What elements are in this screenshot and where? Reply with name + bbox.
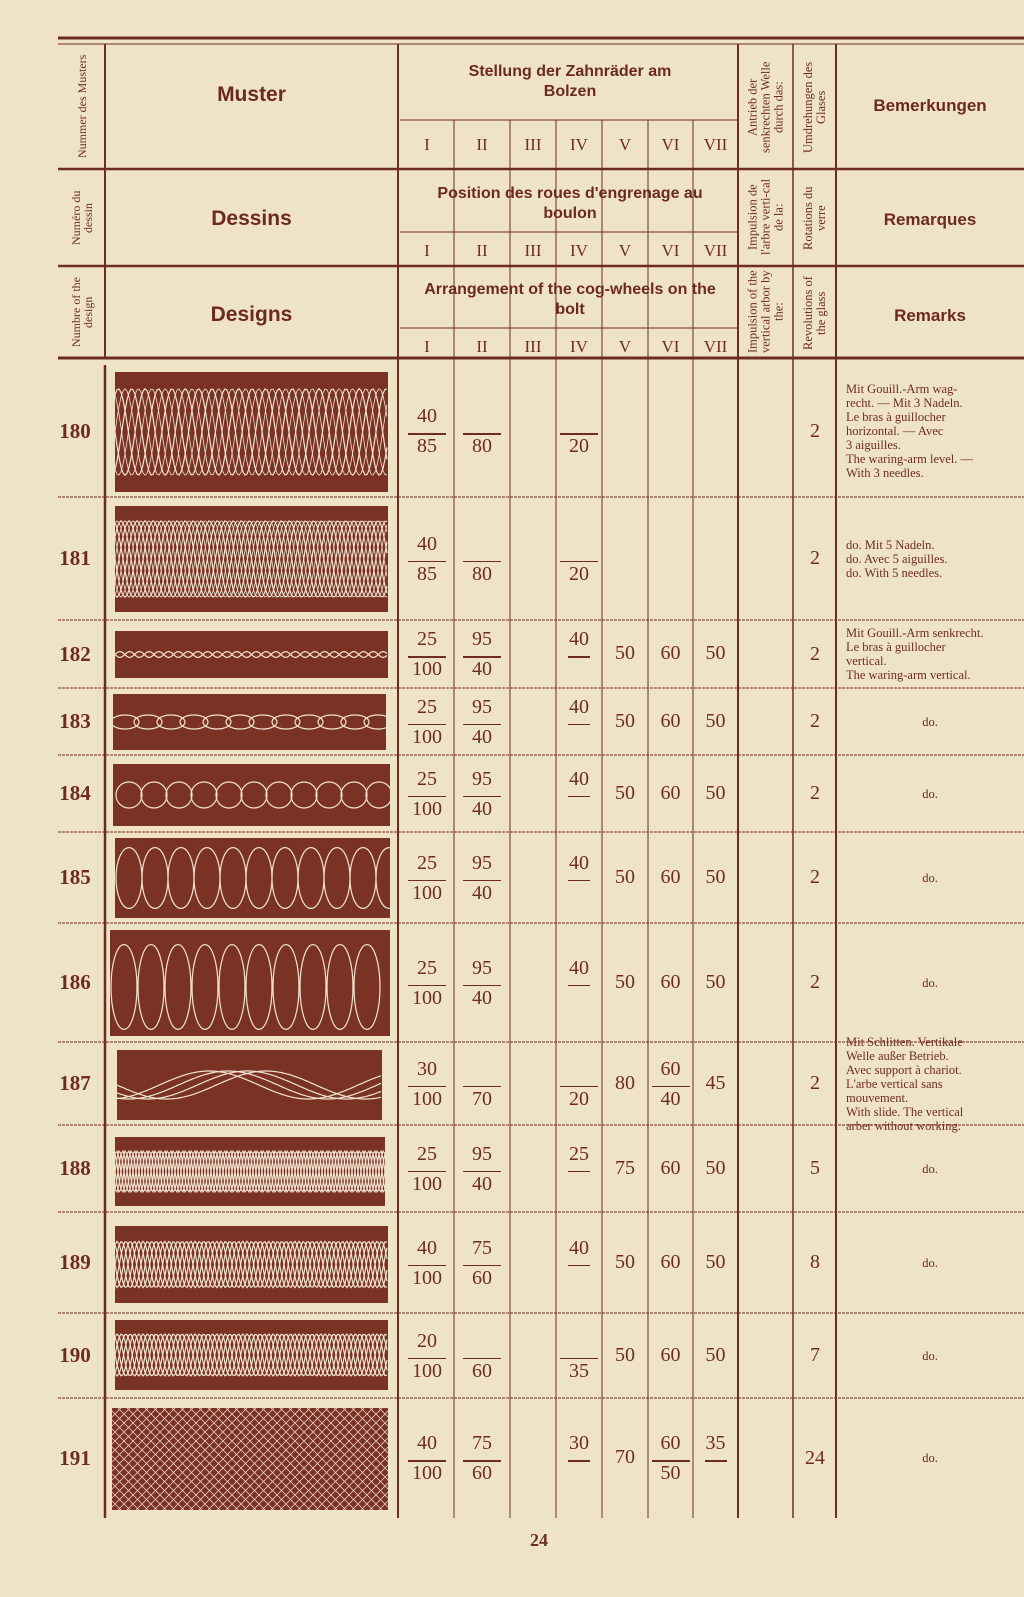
gear-value-top: 60 — [660, 1432, 681, 1454]
gear-value-top: 40 — [569, 628, 589, 650]
gear-value-bottom: 70 — [472, 1087, 492, 1110]
gear-value-top: 95 — [472, 628, 492, 650]
remarks-line: mouvement. — [846, 1090, 909, 1105]
gear-value-bottom: 100 — [412, 1359, 442, 1382]
gear-value-top: 30 — [417, 1057, 437, 1080]
gear-column-header-3: III — [524, 337, 542, 356]
revolutions-value: 2 — [810, 782, 820, 804]
revolutions-value: 2 — [810, 866, 820, 888]
design-number: 186 — [59, 970, 91, 994]
gear-value-top: 95 — [472, 851, 492, 874]
gear-value-top: 40 — [569, 851, 589, 874]
gear-value-bottom: 100 — [412, 986, 442, 1009]
design-pattern-plate — [115, 1320, 388, 1390]
remarks-line: L'arbe vertical sans — [846, 1076, 943, 1091]
header-design-en: Designs — [210, 303, 293, 326]
design-pattern-plate — [112, 1408, 388, 1510]
design-number: 180 — [59, 418, 91, 443]
design-pattern-art — [115, 1320, 388, 1390]
remarks-line: Le bras à guillocher — [846, 410, 946, 424]
gear-value-top: 40 — [417, 1236, 437, 1259]
design-pattern-plate — [113, 764, 390, 826]
gear-fraction-bar — [568, 656, 590, 658]
gear-column-header-5: V — [618, 241, 632, 260]
gear-value-bottom: 60 — [472, 1266, 492, 1289]
remarks-line: horizontal. — Avec — [846, 424, 944, 438]
gear-value: 60 — [660, 865, 681, 888]
gear-value-top: 95 — [472, 1142, 492, 1165]
gear-fraction-bar — [568, 1265, 590, 1267]
gear-value: 50 — [705, 1343, 726, 1366]
remarks-line: The waring-arm level. — — [846, 452, 974, 466]
design-pattern-plate — [115, 838, 390, 918]
gear-column-header-5: V — [618, 135, 632, 154]
remarks-text — [846, 626, 1024, 682]
gear-value-bottom: 20 — [569, 562, 589, 585]
gear-fraction-bar — [705, 1460, 727, 1462]
gear-value: 50 — [615, 1250, 635, 1273]
gear-value: 50 — [705, 642, 726, 664]
gear-fraction-bar — [568, 1171, 590, 1173]
design-pattern-art — [115, 372, 388, 492]
header-rev-en: Revolutions of the glass — [801, 276, 828, 350]
gear-value-top: 40 — [569, 695, 589, 718]
header-rev-de: Umdrehungen des Glases — [801, 61, 828, 153]
gear-column-header-7: VII — [703, 135, 728, 154]
gear-value-bottom: 40 — [472, 725, 492, 748]
remarks-text — [846, 1035, 1024, 1133]
design-pattern-art — [115, 631, 388, 678]
gear-value-bottom: 40 — [472, 881, 492, 904]
remarks-line: Avec support à chariot. — [846, 1062, 962, 1077]
gear-value: 60 — [660, 1343, 681, 1366]
gear-column-header-4: IV — [570, 241, 588, 260]
gear-value-top: 40 — [417, 532, 437, 555]
design-number: 187 — [59, 1071, 91, 1095]
remarks-line: Welle außer Betrieb. — [846, 1048, 949, 1063]
gear-value-top: 40 — [569, 1236, 589, 1259]
remarks-text — [846, 538, 1024, 580]
remarks-line: arber without working. — [846, 1118, 961, 1133]
remarks-line: With slide. The vertical — [846, 1104, 964, 1119]
header-drive-en: Impulsion of the vertical arbor by the: — [745, 270, 786, 354]
gear-value-bottom: 20 — [569, 435, 589, 457]
revolutions-value: 2 — [810, 971, 820, 993]
remarks-text — [836, 715, 1024, 729]
gear-value: 50 — [705, 1250, 726, 1273]
gear-value-bottom: 40 — [472, 986, 492, 1009]
remarks-line: do. — [922, 1161, 938, 1176]
gear-value: 60 — [660, 1250, 681, 1273]
design-pattern-plate — [115, 1226, 388, 1303]
remarks-text — [836, 787, 1024, 801]
design-pattern-art — [115, 1226, 388, 1303]
gear-column-header-1: I — [424, 241, 430, 260]
revolutions-value: 2 — [810, 419, 820, 442]
gear-value-top: 40 — [417, 1432, 437, 1454]
gear-value-top: 75 — [472, 1432, 492, 1454]
gear-value-bottom: 100 — [412, 1087, 442, 1110]
gear-value-bottom: 100 — [412, 725, 442, 748]
design-number: 185 — [59, 865, 91, 889]
remarks-line: do. With 5 needles. — [846, 565, 943, 580]
design-pattern-plate — [110, 930, 390, 1036]
design-pattern-art — [115, 838, 390, 918]
remarks-line: Mit Gouill.-Arm wag- — [846, 382, 958, 396]
gear-value: 50 — [705, 781, 726, 804]
remarks-line: do. Mit 5 Nadeln. — [846, 537, 935, 552]
remarks-line: The waring-arm vertical. — [846, 668, 971, 682]
gear-value-bottom: 80 — [472, 562, 492, 585]
header-remarks-fr: Remarques — [883, 210, 977, 229]
gear-value: 50 — [705, 865, 726, 888]
remarks-line: 3 aiguilles. — [846, 438, 901, 452]
gear-value: 45 — [705, 1071, 726, 1094]
header-design-fr: Dessins — [211, 207, 292, 230]
page-number: 24 — [530, 1530, 548, 1550]
gear-value: 50 — [705, 1156, 726, 1179]
gear-value: 50 — [615, 970, 635, 993]
gear-value-top: 25 — [417, 956, 437, 979]
design-number: 183 — [59, 709, 91, 733]
header-rev-fr: Rotations du verre — [801, 186, 828, 250]
remarks-line: do. — [922, 870, 938, 885]
gear-value-top: 40 — [417, 405, 437, 427]
gear-fraction-bar — [568, 1460, 590, 1462]
gear-value: 50 — [615, 709, 635, 732]
gear-value-top: 25 — [569, 1142, 589, 1165]
header-design-de: Muster — [217, 83, 286, 106]
gear-value-bottom: 40 — [472, 658, 492, 680]
gear-value-top: 75 — [472, 1236, 492, 1259]
remarks-line: do. Avec 5 aiguilles. — [846, 551, 948, 566]
gear-value-top: 25 — [417, 695, 437, 718]
header-num-fr: Numéro du dessin — [69, 190, 95, 246]
gear-column-header-6: VI — [661, 241, 680, 260]
gear-value: 50 — [615, 1343, 635, 1366]
remarks-line: vertical. — [846, 654, 887, 668]
gear-column-header-2: II — [476, 241, 488, 260]
gear-value-top: 25 — [417, 851, 437, 874]
remarks-text — [836, 1451, 1024, 1465]
design-pattern-art — [112, 1408, 388, 1510]
header-drive-fr: Impulsion de l'arbre verti-cal de la: — [745, 178, 786, 256]
gear-value-bottom: 85 — [417, 435, 437, 457]
gear-value-top: 95 — [472, 767, 492, 790]
gear-value: 60 — [660, 781, 681, 804]
design-pattern-art — [117, 1050, 382, 1120]
gear-value: 60 — [660, 970, 681, 993]
remarks-line: Mit Gouill.-Arm senkrecht. — [846, 626, 984, 640]
gear-column-header-4: IV — [570, 337, 588, 356]
gear-value-top: 40 — [569, 767, 589, 790]
gear-value-bottom: 85 — [417, 562, 437, 585]
gear-value-bottom: 60 — [472, 1462, 492, 1484]
gear-column-header-2: II — [476, 135, 488, 154]
design-pattern-plate — [115, 506, 388, 612]
gear-column-header-5: V — [618, 337, 632, 356]
revolutions-value: 2 — [810, 710, 820, 732]
design-number: 188 — [59, 1156, 91, 1180]
revolutions-value: 8 — [810, 1251, 820, 1273]
gear-value-bottom: 100 — [412, 1462, 442, 1484]
design-pattern-plate — [115, 1137, 385, 1206]
remarks-line: do. — [922, 975, 938, 990]
gear-value-top: 60 — [660, 1057, 681, 1080]
gear-value-top: 95 — [472, 956, 492, 979]
gear-value-bottom: 40 — [472, 797, 492, 820]
gear-column-header-4: IV — [570, 135, 588, 154]
gear-value: 60 — [660, 642, 681, 664]
gear-column-header-7: VII — [703, 241, 728, 260]
design-pattern-art — [113, 694, 386, 750]
revolutions-value: 2 — [810, 642, 820, 665]
gear-value: 60 — [660, 1156, 681, 1179]
gear-fraction-bar — [568, 796, 590, 798]
header-num-de: Nummer des Musters — [75, 54, 89, 158]
gear-value: 60 — [660, 709, 681, 732]
gear-value-bottom: 40 — [472, 1172, 492, 1195]
gear-fraction-bar — [568, 985, 590, 987]
gear-value-bottom: 20 — [569, 1087, 589, 1110]
remarks-line: do. — [922, 714, 938, 729]
header-remarks-en: Remarks — [894, 306, 966, 325]
remarks-line: do. — [922, 1451, 938, 1465]
design-pattern-plate — [117, 1050, 382, 1120]
gear-column-header-1: I — [424, 135, 430, 154]
design-number: 189 — [59, 1250, 91, 1274]
revolutions-value: 2 — [810, 1072, 820, 1094]
gear-value: 80 — [615, 1071, 635, 1094]
design-number: 184 — [59, 781, 91, 805]
remarks-line: recht. — Mit 3 Nadeln. — [846, 396, 963, 410]
gear-column-header-6: VI — [661, 337, 680, 356]
gear-value-bottom: 100 — [412, 658, 442, 680]
gear-value-bottom: 35 — [569, 1359, 589, 1382]
design-pattern-art — [113, 764, 390, 826]
gear-value-bottom: 100 — [412, 797, 442, 820]
design-pattern-plate — [115, 631, 388, 678]
header-gears-fr: Position des roues d'engrenage au boulon — [437, 185, 703, 222]
gear-value: 50 — [615, 642, 635, 664]
gear-value-top: 25 — [417, 628, 437, 650]
gear-column-header-1: I — [424, 337, 430, 356]
gear-value-top: 40 — [569, 956, 589, 979]
gear-value-bottom: 40 — [660, 1087, 681, 1110]
gear-value-top: 25 — [417, 767, 437, 790]
header-num-en: Numbre of the design — [69, 277, 95, 347]
gear-value-bottom: 60 — [472, 1359, 492, 1382]
gear-value: 70 — [615, 1446, 635, 1468]
gear-value: 75 — [615, 1156, 635, 1179]
gear-value: 50 — [615, 781, 635, 804]
revolutions-value: 5 — [810, 1157, 820, 1179]
header-remarks-de: Bemerkungen — [873, 96, 987, 115]
design-pattern-art — [115, 506, 388, 612]
gear-value-bottom: 80 — [472, 435, 492, 457]
design-pattern-plate — [113, 694, 386, 750]
gear-value: 50 — [615, 865, 635, 888]
remarks-line: Le bras à guillocher — [846, 640, 946, 654]
design-pattern-art — [115, 1137, 385, 1206]
header-gears-de: Stellung der Zahnräder am Bolzen — [468, 63, 672, 100]
header-drive-de: Antrieb der senkrechten Welle durch das: — [745, 61, 786, 153]
remarks-line: do. — [922, 786, 938, 801]
revolutions-value: 2 — [810, 547, 820, 569]
design-number: 191 — [59, 1445, 91, 1470]
gear-value-top: 95 — [472, 695, 492, 718]
gear-value-bottom: 100 — [412, 1172, 442, 1195]
design-number: 181 — [59, 546, 91, 570]
gear-value-top: 25 — [417, 1142, 437, 1165]
remarks-line: do. — [922, 1255, 938, 1270]
gear-value: 50 — [705, 709, 726, 732]
gear-column-header-7: VII — [703, 337, 728, 356]
remarks-text — [836, 871, 1024, 885]
gear-value-top: 30 — [569, 1432, 589, 1454]
remarks-line: do. — [922, 1348, 938, 1363]
remarks-text — [836, 976, 1024, 990]
remarks-line: Mit Schlitten. Vertikale — [846, 1034, 963, 1049]
design-pattern-plate — [115, 372, 388, 492]
gear-value-top: 20 — [417, 1329, 437, 1352]
gear-value-bottom: 100 — [412, 881, 442, 904]
design-number: 190 — [59, 1343, 91, 1367]
gear-fraction-bar — [568, 880, 590, 882]
gear-column-header-3: III — [524, 241, 542, 260]
remarks-text — [836, 1162, 1024, 1176]
design-pattern-art — [110, 930, 390, 1036]
gear-value-bottom: 50 — [660, 1462, 681, 1484]
gear-value-bottom: 100 — [412, 1266, 442, 1289]
remarks-line: With 3 needles. — [846, 466, 924, 480]
gear-column-header-2: II — [476, 337, 488, 356]
gear-column-header-3: III — [524, 135, 542, 154]
gear-value: 50 — [705, 970, 726, 993]
remarks-text — [836, 1349, 1024, 1363]
gear-value-top: 35 — [705, 1432, 726, 1454]
gear-fraction-bar — [568, 724, 590, 726]
revolutions-value: 24 — [805, 1446, 825, 1469]
header-gears-en: Arrangement of the cog-wheels on the bolt — [424, 281, 716, 318]
gear-column-header-6: VI — [661, 135, 680, 154]
revolutions-value: 7 — [810, 1344, 820, 1366]
remarks-text — [836, 1256, 1024, 1270]
remarks-text — [846, 382, 1024, 480]
design-number: 182 — [59, 641, 91, 666]
